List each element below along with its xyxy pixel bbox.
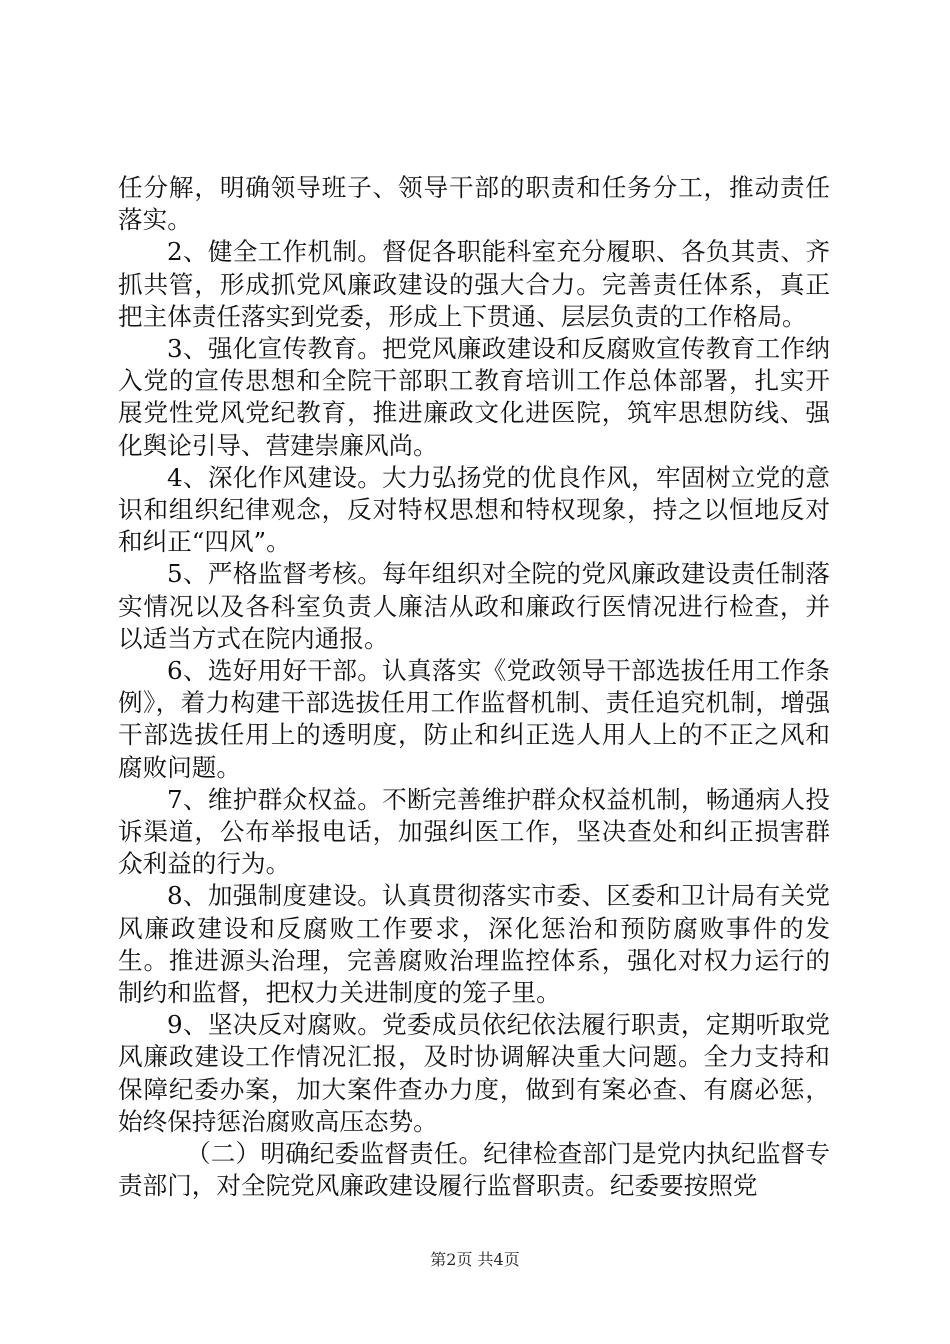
document-body bbox=[118, 172, 830, 1203]
paragraph-section-2: （二）明确纪委监督责任。纪律检查部门是党内执纪监督专责部门，对全院党风廉政建设履行监督职责。纪委要按照党 bbox=[118, 1139, 830, 1201]
paragraph-item-4: 4、深化作风建设。大力弘扬党的优良作风，牢固树立党的意识和组织纪律观念，反对特权思想和特权现象，持之以恒地反对和纠正“四风”。 bbox=[118, 462, 830, 557]
paragraph-item-3: 3、强化宣传教育。把党风廉政建设和反腐败宣传教育工作纳入党的宣传思想和全院干部职工教育培训工作总体部署，扎实开展党性党风党纪教育，推进廉政文化进医院，筑牢思想防线、强化舆论引导、营建崇廉风尚。 bbox=[118, 334, 830, 460]
paragraph-item-9: 9、坚决反对腐败。党委成员依纪依法履行职责，定期听取党风廉政建设工作情况汇报，及时协调解决重大问题。全力支持和保障纪委办案，加大案件查办力度，做到有案必查、有腐必惩，始终保持惩治腐败高压态势。 bbox=[118, 1010, 830, 1136]
paragraph-item-8: 8、加强制度建设。认真贯彻落实市委、区委和卫计局有关党风廉政建设和反腐败工作要求，深化惩治和预防腐败事件的发生。推进源头治理，完善腐败治理监控体系，强化对权力运行的制约和监督，把权力关进制度的笼子里。 bbox=[118, 881, 830, 1008]
paragraph-item-6: 6、选好用好干部。认真落实《党政领导干部选拔任用工作条例》，着力构建干部选拔任用工作监督机制、责任追究机制，增强干部选拔任用上的透明度，防止和纠正选人用人上的不正之风和腐败问题。 bbox=[118, 656, 830, 782]
paragraph-item-7: 7、维护群众权益。不断完善维护群众权益机制，畅通病人投诉渠道，公布举报电话，加强纠医工作，坚决查处和纠正损害群众利益的行为。 bbox=[118, 784, 830, 879]
paragraph-item-2: 2、健全工作机制。督促各职能科室充分履职、各负其责、齐抓共管，形成抓党风廉政建设的强大合力。完善责任体系，真正把主体责任落实到党委，形成上下贯通、层层负责的工作格局。 bbox=[118, 237, 830, 331]
paragraph-continuation: 任分解，明确领导班子、领导干部的职责和任务分工，推动责任落实。 bbox=[118, 173, 830, 235]
paragraph-item-5: 5、严格监督考核。每年组织对全院的党风廉政建设责任制落实情况以及各科室负责人廉洁从政和廉政行医情况进行检查，并以适当方式在院内通报。 bbox=[118, 559, 830, 653]
page-number-footer: 第2页 共4页 bbox=[430, 1250, 520, 1269]
